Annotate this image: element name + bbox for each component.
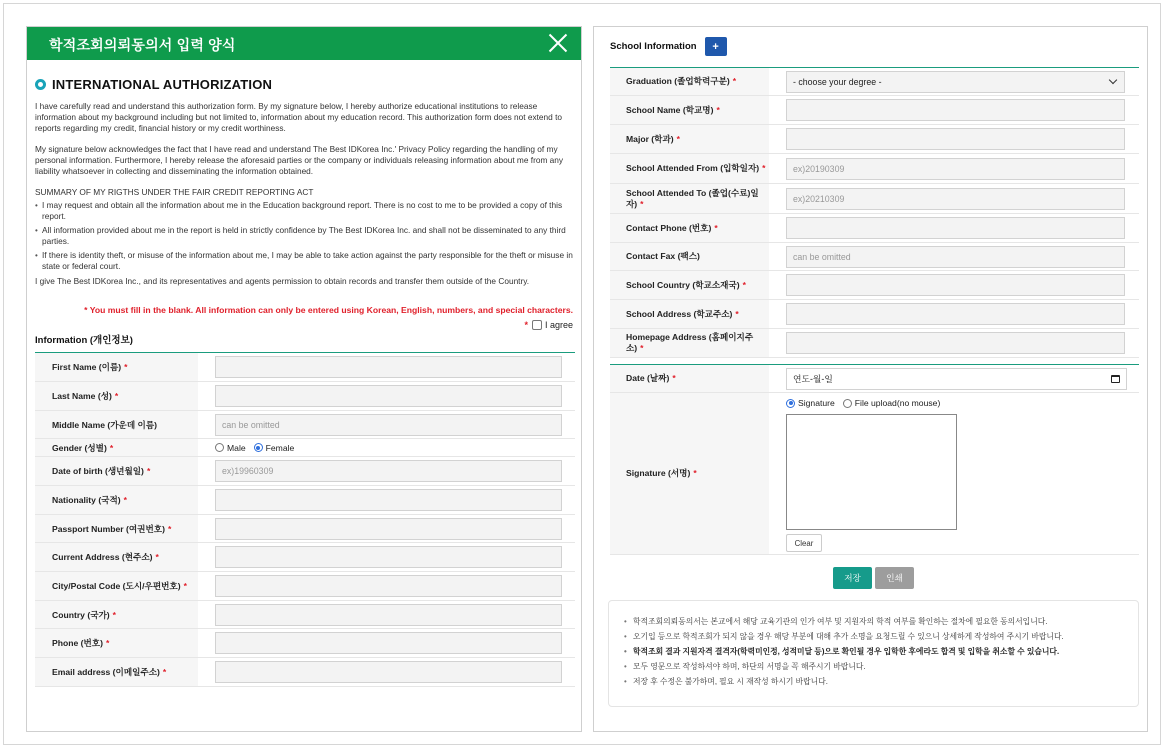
field-label: School Country (학교소재국) * xyxy=(610,271,769,299)
field-label: School Name (학교명) * xyxy=(610,96,769,124)
field-label: Signature (서명) * xyxy=(610,393,769,554)
field-label: Major (학과) * xyxy=(610,125,769,153)
attended-from-row xyxy=(610,154,1139,184)
calendar-icon[interactable] xyxy=(1111,375,1120,383)
email-input[interactable] xyxy=(215,661,562,683)
modal-header xyxy=(27,27,581,60)
agree-label: I agree xyxy=(544,320,573,330)
notice-item: • 저장 후 수정은 불가하며, 필요 시 재작성 하시기 바랍니다. xyxy=(624,677,1138,687)
school-info-title: School Information xyxy=(610,41,697,52)
passport-input[interactable] xyxy=(215,518,562,540)
close-icon[interactable] xyxy=(547,32,569,54)
passport-row xyxy=(35,515,575,543)
nationality-input[interactable] xyxy=(215,489,562,511)
gender-row xyxy=(35,439,575,457)
date-row xyxy=(610,365,1139,393)
nationality-row xyxy=(35,486,575,515)
field-label: Middle Name (가운데 이름) xyxy=(35,411,198,438)
signature-canvas[interactable] xyxy=(786,414,957,530)
auth-title: INTERNATIONAL AUTHORIZATION xyxy=(52,77,273,92)
authorization-modal xyxy=(26,26,582,732)
gender-option-female[interactable]: Female xyxy=(254,443,295,453)
field-label: Contact Fax (팩스) xyxy=(610,243,769,270)
homepage-input[interactable] xyxy=(786,332,1125,354)
school-info-header xyxy=(610,37,727,56)
date-input[interactable]: 연도-월-일 xyxy=(786,368,1127,390)
attended-to-input[interactable]: ex)20210309 xyxy=(786,188,1125,210)
notice-box xyxy=(608,600,1139,707)
school-address-row xyxy=(610,300,1139,329)
auth-paragraph-3: I give The Best IDKorea Inc., and its representatives and agents permission to obtain records and transfer them outside of the Country. xyxy=(35,276,530,286)
school-name-row xyxy=(610,96,1139,125)
rights-list xyxy=(35,200,575,272)
auth-paragraph-1: I have carefully read and understand this authorization form. By my signature below, I hereby authorize educational institutions to release information about my background including but not limited to, information about my education record. This authorization form does not extend to reports regarding my credit, financial history or my credit worthiness. xyxy=(35,101,562,133)
school-country-row xyxy=(610,271,1139,300)
field-label: Graduation (졸업학력구분) * xyxy=(610,68,769,95)
notice-item: • 학적조회 결과 지원자격 결격자(학력미인정, 성적미달 등)으로 확인될 경우 입학한 후에라도 합격 및 입학을 취소할 수 있습니다. xyxy=(624,647,1138,657)
last-name-input[interactable] xyxy=(215,385,562,407)
address-row xyxy=(35,543,575,572)
school-name-input[interactable] xyxy=(786,99,1125,121)
radio-icon[interactable] xyxy=(215,443,224,452)
phone-input[interactable] xyxy=(215,632,562,654)
rights-item: • If there is identity theft, or misuse of the information about me, I may be able to take action against the party responsible for the theft or misuse in state or federal court. xyxy=(35,250,575,272)
graduation-select[interactable]: - choose your degree - xyxy=(786,71,1125,93)
school-address-input[interactable] xyxy=(786,303,1125,325)
major-row xyxy=(610,125,1139,154)
field-label: Date of birth (생년월일) * xyxy=(35,457,198,485)
dob-row xyxy=(35,457,575,486)
city-postal-row xyxy=(35,572,575,601)
contact-fax-row xyxy=(610,243,1139,271)
signature-mode-group xyxy=(786,398,948,408)
rights-item: • I may request and obtain all the information about me in the Education background report. There is no cost to me to be provided a copy of this report. xyxy=(35,200,575,222)
phone-row xyxy=(35,629,575,658)
radio-checked-icon[interactable] xyxy=(254,443,263,452)
field-label: First Name (이름) * xyxy=(35,353,198,381)
homepage-row xyxy=(610,329,1139,358)
last-name-row xyxy=(35,382,575,411)
first-name-input[interactable] xyxy=(215,356,562,378)
radio-checked-icon[interactable] xyxy=(786,399,795,408)
field-label: Current Address (현주소) * xyxy=(35,543,198,571)
first-name-row xyxy=(35,353,575,382)
field-label: Gender (성별) * xyxy=(35,439,198,456)
attended-from-input[interactable]: ex)20190309 xyxy=(786,158,1125,180)
field-label: Last Name (성) * xyxy=(35,382,198,410)
attended-to-row xyxy=(610,184,1139,214)
gender-option-male[interactable]: Male xyxy=(215,443,246,453)
field-label: Contact Phone (번호) * xyxy=(610,214,769,242)
middle-name-input[interactable]: can be omitted xyxy=(215,414,562,436)
field-label: Passport Number (여권번호) * xyxy=(35,515,198,542)
field-label: Phone (번호) * xyxy=(35,629,198,657)
field-label: School Attended To (졸업(수료)일자) * xyxy=(610,184,769,213)
field-label: School Attended From (입학일자) * xyxy=(610,154,769,183)
radio-icon[interactable] xyxy=(843,399,852,408)
personal-info-title: Information (개인정보) xyxy=(35,335,133,346)
auth-paragraph-2: My signature below acknowledges the fact that I have read and understand The Best IDKorea Inc.' Privacy Policy regarding the handling of my personal information. Furthermore, I hereby release the aforesaid parties or the company or individuals releasing information about me from any liability whatsoever in collecting and disseminating the information obtained. xyxy=(35,144,564,176)
email-row xyxy=(35,658,575,687)
field-label: Homepage Address (홈페이지주소) * xyxy=(610,329,769,357)
save-button[interactable]: 저장 xyxy=(833,567,872,589)
notice-item: • 모두 영문으로 작성하셔야 하며, 하단의 서명을 꼭 해주시기 바랍니다. xyxy=(624,662,1138,672)
field-label: Date (날짜) * xyxy=(610,365,769,392)
address-input[interactable] xyxy=(215,546,562,568)
field-label: School Address (학교주소) * xyxy=(610,300,769,328)
action-buttons xyxy=(833,567,917,589)
country-row xyxy=(35,601,575,629)
contact-phone-input[interactable] xyxy=(786,217,1125,239)
notice-item: • 오기입 등으로 학적조회가 되지 않을 경우 해당 부분에 대해 추가 소명을 요청드릴 수 있으니 상세하게 작성하여 주시기 바랍니다. xyxy=(624,632,1138,642)
field-label: Email address (이메일주소) * xyxy=(35,658,198,686)
contact-fax-input[interactable]: can be omitted xyxy=(786,246,1125,268)
chevron-down-icon xyxy=(1109,76,1117,84)
bullet-ring-icon xyxy=(35,79,46,90)
agree-group xyxy=(521,320,573,330)
field-label: Country (국가) * xyxy=(35,601,198,628)
print-button[interactable]: 인쇄 xyxy=(875,567,914,589)
notice-list xyxy=(624,617,1138,687)
clear-button[interactable]: Clear xyxy=(786,534,822,552)
required-mark: * xyxy=(524,320,528,330)
country-input[interactable] xyxy=(215,604,562,626)
date-signature-table xyxy=(610,365,1139,555)
field-label: City/Postal Code (도시/우편번호) * xyxy=(35,572,198,600)
field-label: Nationality (국적) * xyxy=(35,486,198,514)
graduation-row xyxy=(610,68,1139,96)
dob-input[interactable]: ex)19960309 xyxy=(215,460,562,482)
school-info-table xyxy=(610,68,1139,358)
page-frame xyxy=(3,3,1161,745)
auth-body xyxy=(35,101,575,297)
agree-checkbox[interactable] xyxy=(532,320,542,330)
city-postal-input[interactable] xyxy=(215,575,562,597)
major-input[interactable] xyxy=(786,128,1125,150)
rights-summary-title: SUMMARY OF MY RIGTHS UNDER THE FAIR CREDIT REPORTING ACT xyxy=(35,187,314,197)
signature-row xyxy=(610,393,1139,555)
add-school-button[interactable]: + xyxy=(705,37,727,56)
school-info-panel xyxy=(593,26,1148,732)
required-warning: * You must fill in the blank. All information can only be entered using Korean, English, numbers, and special characters. xyxy=(84,305,573,315)
rights-item: • All information provided about me in the report is held in strictly confidence by The Best IDKorea Inc. and shall not be disseminated to any third parties. xyxy=(35,225,575,247)
school-country-input[interactable] xyxy=(786,274,1125,296)
contact-phone-row xyxy=(610,214,1139,243)
signature-option[interactable]: Signature xyxy=(786,398,835,408)
auth-heading xyxy=(35,77,272,92)
middle-name-row xyxy=(35,411,575,439)
modal-title: 학적조회의뢰동의서 입력 양식 xyxy=(49,37,236,53)
personal-info-table xyxy=(35,353,575,687)
notice-item: • 학적조회의뢰동의서는 본교에서 해당 교육기관의 인가 여부 및 지원자의 학적 여부를 확인하는 절차에 필요한 동의서입니다. xyxy=(624,617,1138,627)
file-upload-option[interactable]: File upload(no mouse) xyxy=(843,398,941,408)
